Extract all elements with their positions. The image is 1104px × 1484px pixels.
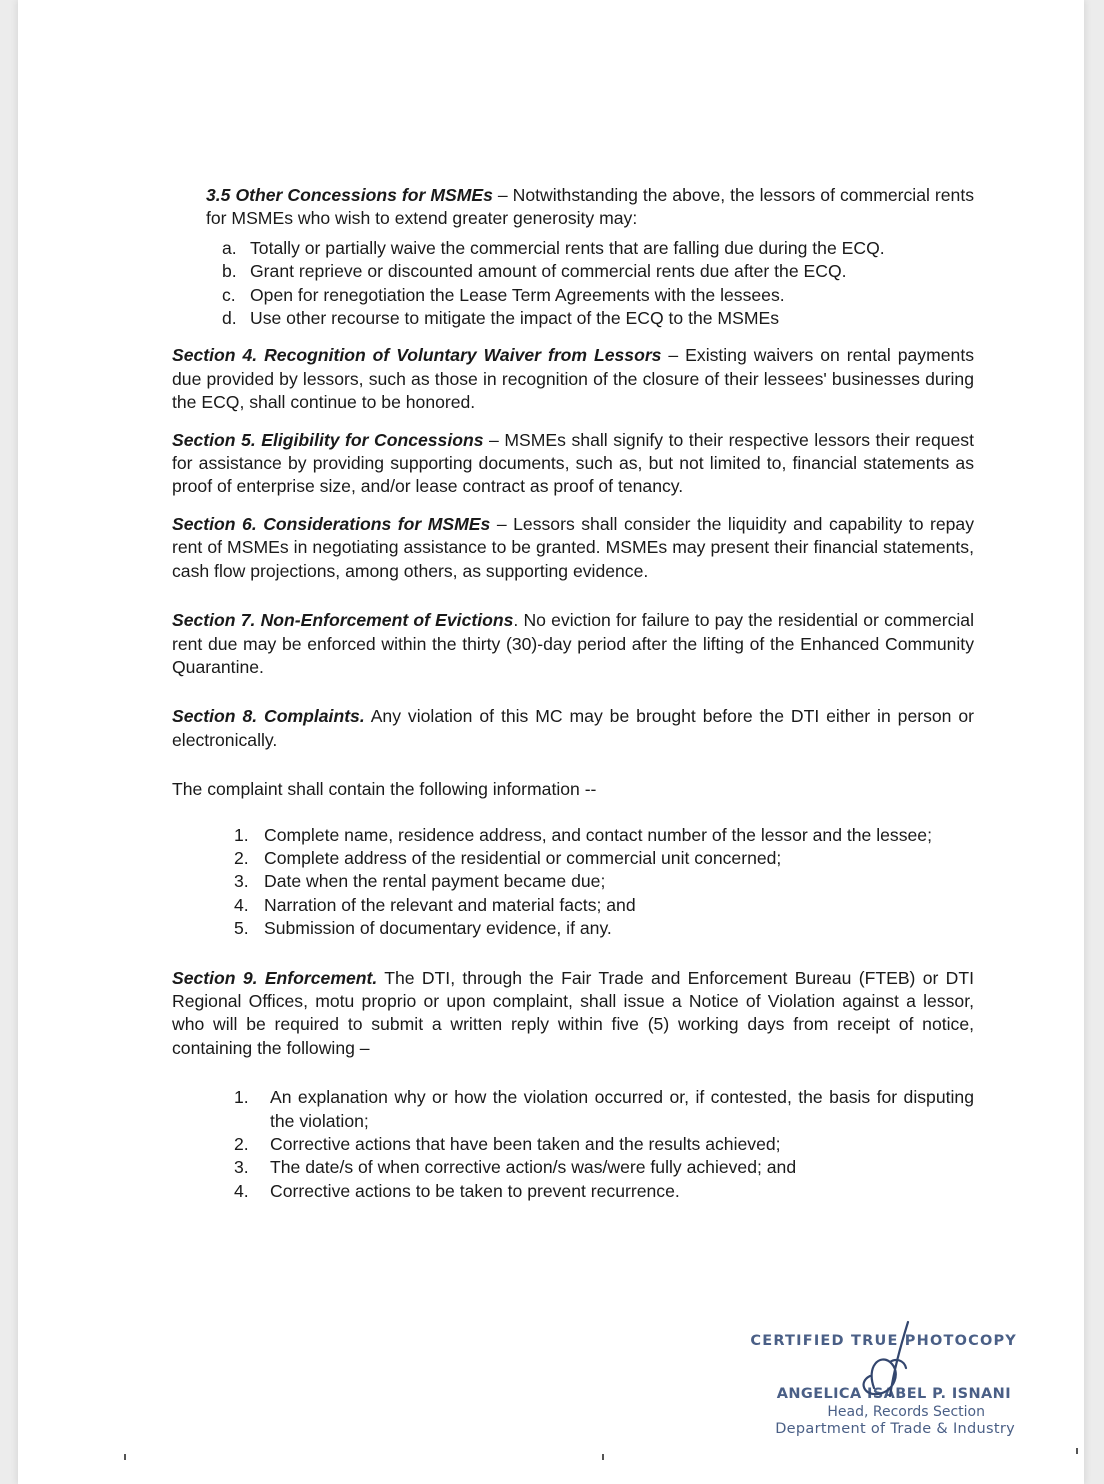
section-9 — [172, 967, 974, 1061]
list-text: Narration of the relevant and material facts; and — [264, 894, 636, 915]
list-marker: 1. — [234, 824, 249, 845]
section-text: Existing waivers on rental payments due provided by lessors, such as those in recognition of the closure of their lessees' businesses during the ECQ, shall continue to be honored. — [172, 345, 975, 413]
section-text: Notwithstanding the above, the lessors of commercial rents for MSMEs who wish to extend greater generosity may: — [206, 185, 975, 229]
stamp-certified: CERTIFIED TRUE PHOTOCOPY — [750, 1333, 1017, 1349]
list-item — [222, 284, 974, 307]
stamp-role: Head, Records Section — [827, 1404, 985, 1420]
section-8 — [172, 705, 974, 752]
signature-icon — [850, 1318, 930, 1428]
document-page — [18, 0, 1084, 1484]
list-text: An explanation why or how the violation occurred or, if contested, the basis for disputing the violation; — [270, 1087, 974, 1131]
scan-mark — [602, 1454, 604, 1460]
list-item — [234, 917, 974, 940]
list-text: Complete address of the residential or commercial unit concerned; — [264, 847, 782, 868]
list-item — [234, 1086, 974, 1133]
section-heading: 3.5 Other Concessions for MSMEs — [206, 185, 493, 205]
section-text: Lessors shall consider the liquidity and capability to repay rent of MSMEs in negotiating assistance to be granted. MSMEs may present their financial statements, cash flow projections, among others, as supporting evidence. — [172, 513, 974, 581]
list-marker: 2. — [234, 1134, 249, 1154]
section-7 — [172, 609, 974, 679]
list-marker: 2. — [234, 847, 249, 868]
list-marker: c. — [222, 284, 236, 305]
list-item — [234, 847, 974, 870]
list-text: Open for renegotiation the Lease Term Agreements with the lessees. — [250, 284, 785, 305]
section-3-5 — [206, 184, 974, 231]
separator: – — [490, 513, 514, 534]
complaint-list — [234, 824, 974, 941]
list-marker: a. — [222, 237, 237, 258]
scan-mark — [124, 1454, 126, 1460]
list-marker: d. — [222, 308, 237, 329]
section-heading: Section 8. Complaints. — [172, 706, 365, 727]
list-text: Totally or partially waive the commercial rents that are falling due during the ECQ. — [250, 237, 885, 258]
stamp-name: ANGELICA ISABEL P. ISNANI — [776, 1386, 1011, 1402]
list-item — [222, 237, 974, 260]
list-item — [222, 307, 974, 330]
section-text: Any violation of this MC may be brought before the DTI either in person or electronically. — [172, 706, 975, 750]
separator: – — [492, 185, 513, 205]
separator: – — [483, 429, 505, 450]
complaint-intro: The complaint shall contain the following information -- — [172, 779, 597, 800]
separator: . — [513, 610, 524, 631]
list-item — [234, 1180, 974, 1203]
list-text: Corrective actions to be taken to prevent recurrence. — [270, 1180, 680, 1201]
list-text: Use other recourse to mitigate the impact of the ECQ to the MSMEs — [250, 308, 780, 329]
list-text: Submission of documentary evidence, if any. — [264, 918, 612, 939]
list-marker: 4. — [234, 894, 249, 915]
enforcement-list — [234, 1086, 974, 1203]
section-text: The DTI, through the Fair Trade and Enforcement Bureau (FTEB) or DTI Regional Offices, motu proprio or upon complaint, shall issue a Notice of Violation against a lessor, who will be required to submit a written reply within five (5) working days from receipt of notice, containing the following – — [172, 967, 974, 1058]
scan-mark — [1076, 1448, 1078, 1454]
list-text: Corrective actions that have been taken and the results achieved; — [270, 1134, 781, 1154]
stamp-department: Department of Trade & Industry — [775, 1421, 1015, 1437]
section-5 — [172, 429, 974, 499]
alpha-list — [222, 237, 974, 331]
section-text: MSMEs shall signify to their respective lessors their request for assistance by providing supporting documents, such as, but not limited to, financial statements as proof of enterprise size, and/or lease contract as proof of tenancy. — [172, 429, 974, 497]
list-item — [234, 894, 974, 917]
section-4 — [172, 344, 974, 414]
list-marker: 5. — [234, 918, 249, 939]
section-heading: Section 9. Enforcement. — [172, 967, 378, 988]
list-marker: 3. — [234, 1157, 249, 1178]
section-heading: Section 6. Considerations for MSMEs — [172, 513, 491, 534]
list-item — [234, 870, 974, 893]
list-marker: b. — [222, 261, 237, 282]
section-heading: Section 5. Eligibility for Concessions — [172, 429, 484, 450]
section-6 — [172, 513, 974, 583]
section-text: No eviction for failure to pay the residential or commercial rent due may be enforced within the thirty (30)-day period after the lifting of the Enhanced Community Quarantine. — [172, 610, 974, 677]
list-item — [234, 1133, 974, 1156]
document-body — [172, 184, 974, 1203]
section-heading: Section 7. Non-Enforcement of Evictions — [172, 610, 514, 631]
list-marker: 3. — [234, 871, 249, 892]
section-heading: Section 4. Recognition of Voluntary Waiver from Lessors — [172, 345, 662, 366]
list-item — [234, 824, 974, 847]
list-item — [222, 260, 974, 283]
list-text: Date when the rental payment became due; — [264, 871, 606, 892]
list-marker: 4. — [234, 1180, 249, 1201]
list-text: Complete name, residence address, and contact number of the lessor and the lessee; — [264, 824, 932, 845]
list-text: Grant reprieve or discounted amount of commercial rents due after the ECQ. — [250, 261, 847, 282]
list-item — [234, 1156, 974, 1179]
list-text: The date/s of when corrective action/s was/were fully achieved; and — [270, 1157, 797, 1178]
list-marker: 1. — [234, 1087, 249, 1108]
separator: – — [661, 345, 686, 366]
